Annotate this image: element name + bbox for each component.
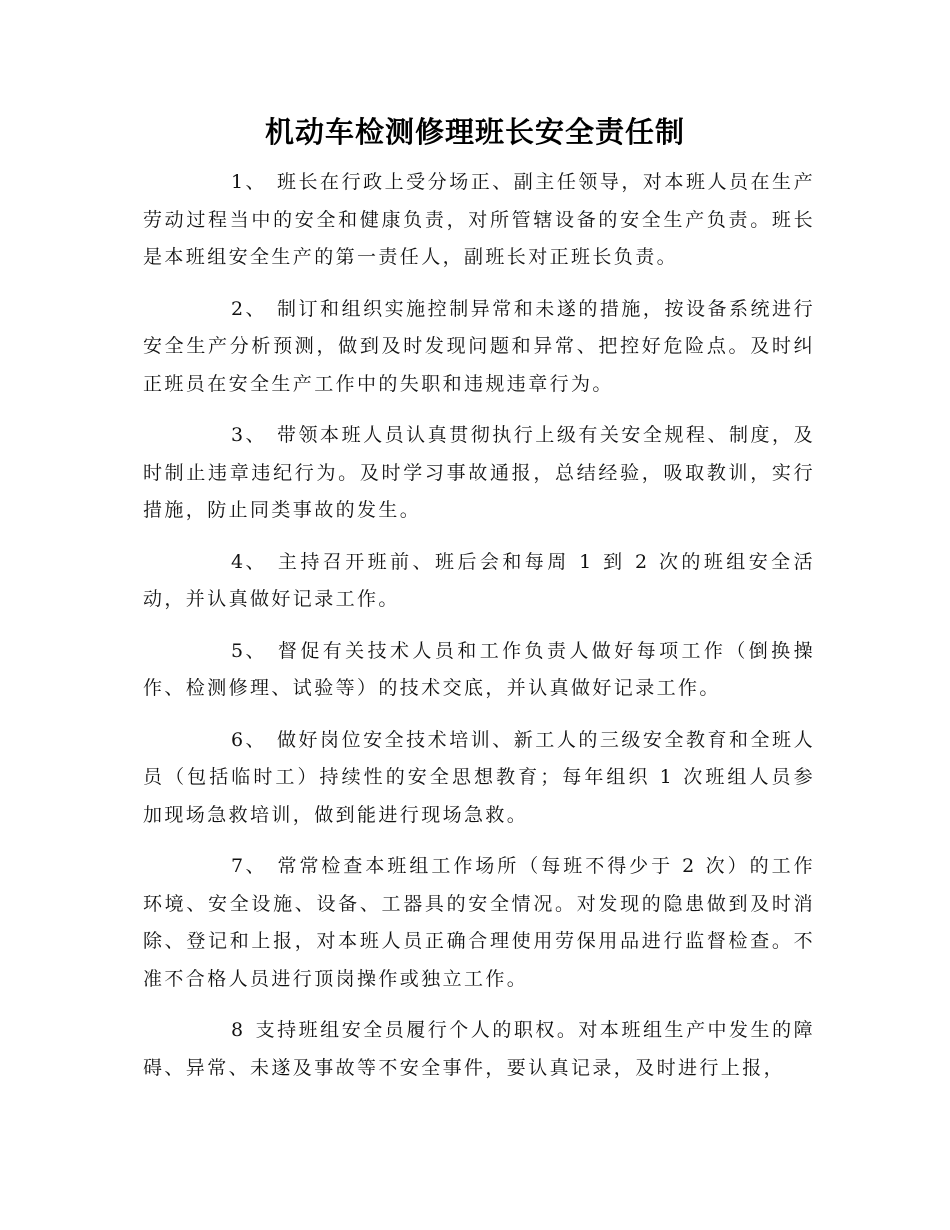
paragraph-number: 6、 [231, 728, 267, 751]
paragraph-2 [143, 291, 815, 404]
paragraph-6 [143, 722, 815, 835]
paragraph-1 [143, 164, 815, 277]
paragraph-number: 2、 [231, 297, 267, 320]
document-title: 机动车检测修理班长安全责任制 [264, 115, 685, 149]
paragraph-text: 制订和组织实施控制异常和未遂的措施，按设备系统进行安全生产分析预测，做到及时发现问题和异常、把控好危险点。及时纠正班员在安全生产工作中的失职和违规违章行为。 [143, 297, 815, 395]
paragraph-4 [143, 544, 815, 619]
paragraph-number: 1、 [231, 171, 267, 193]
paragraph-text: 督促有关技术人员和工作负责人做好每项工作（倒换操作、检测修理、试验等）的技术交底，并认真做好记录工作。 [143, 639, 815, 699]
paragraph-number: 3、 [231, 424, 267, 446]
paragraph-text: 支持班组安全员履行个人的职权。对本班组生产中发生的障碍、异常、未遂及事故等不安全事件，要认真记录，及时进行上报， [143, 1019, 815, 1079]
paragraph-number: 7、 [231, 855, 267, 877]
paragraph-7 [143, 848, 815, 998]
paragraph-number: 4、 [231, 550, 267, 573]
paragraph-text: 做好岗位安全技术培训、新工人的三级安全教育和全班人员（包括临时工）持续性的安全思想教育；每年组织 1 次班组人员参加现场急救培训，做到能进行现场急救。 [143, 728, 815, 826]
paragraph-text: 带领本班人员认真贯彻执行上级有关安全规程、制度，及时制止违章违纪行为。及时学习事故通报，总结经验，吸取教训，实行措施，防止同类事故的发生。 [143, 424, 815, 521]
paragraph-text: 常常检查本班组工作场所（每班不得少于 2 次）的工作环境、安全设施、设备、工器具的安全情况。对发现的隐患做到及时消除、登记和上报，对本班人员正确合理使用劳保用品进行监督检查。不准不合格人员进行顶岗操作或独立工作。 [143, 855, 815, 990]
paragraph-3 [143, 417, 815, 530]
paragraph-number: 5、 [231, 639, 267, 662]
paragraph-text: 主持召开班前、班后会和每周 1 到 2 次的班组安全活动，并认真做好记录工作。 [143, 550, 815, 610]
paragraph-number: 8 [231, 1019, 246, 1041]
document-body [143, 164, 815, 1101]
paragraph-8 [143, 1012, 815, 1087]
paragraph-text: 班长在行政上受分场正、副主任领导，对本班人员在生产劳动过程当中的安全和健康负责，对所管辖设备的安全生产负责。班长是本班组安全生产的第一责任人，副班长对正班长负责。 [143, 171, 815, 268]
paragraph-5 [143, 633, 815, 708]
